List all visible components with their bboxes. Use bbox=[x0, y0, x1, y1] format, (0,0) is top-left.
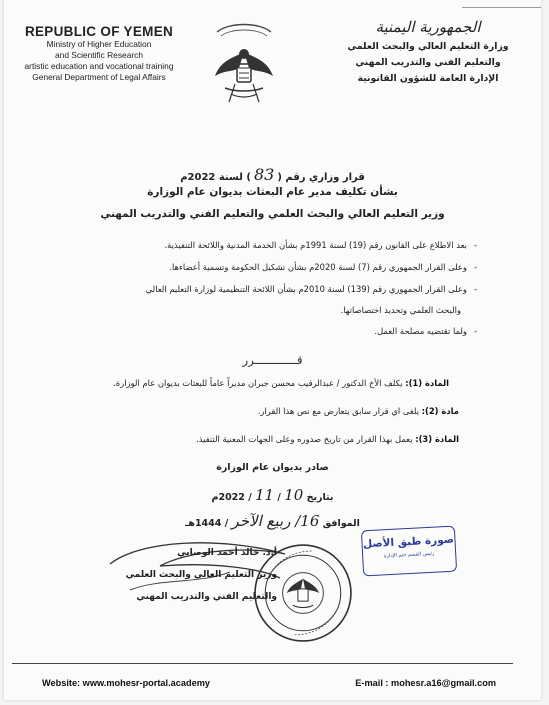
preamble-clause: -وعلى القرار الجمهوري رقم (7) لسنة 2020م بشأن تشكيل الحكومة وتسمية أعضاءها. bbox=[169, 262, 477, 272]
decree-number-handwritten: 83 bbox=[254, 165, 275, 184]
arabic-header bbox=[333, 18, 523, 87]
country-name-ar: الجمهورية اليمنية bbox=[375, 18, 481, 36]
issuance-hijri-date: الموافق 16/ ربيع الآخر / 1444هـ bbox=[185, 512, 360, 530]
signatory-name: أ.د. خالد أحمد الوصابي bbox=[177, 548, 277, 558]
signatory-title: والتعليم الفني والتدريب المهني bbox=[136, 592, 277, 602]
ministry-line: Ministry of Higher Education bbox=[46, 39, 152, 49]
footer-rule bbox=[12, 663, 513, 664]
preamble-clause: -وعلى القرار الجمهوري رقم (139) لسنة 2010م بشأن اللائحة التنظيمية لوزارة التعليم العالي bbox=[145, 284, 477, 294]
decree-document bbox=[4, 0, 541, 700]
yemen-eagle-emblem-icon bbox=[209, 18, 279, 116]
department-line: General Department of Legal Affairs bbox=[32, 72, 166, 82]
issuance-date: بتاريخ 10 / 11 / 2022م bbox=[211, 486, 334, 504]
english-header bbox=[10, 24, 188, 83]
article-1: المادة (1): يكلف الأخ الدكتور / عبدالرقيب محسن جبران مديراً عاماً للبعثات بديوان عام الوزارة. bbox=[113, 378, 449, 388]
article-2: مادة (2): يلغى اي قرار سابق يتعارض مع نص هذا القرار. bbox=[257, 406, 459, 416]
preamble-clause-continued: والبحث العلمي وتحديد اختصاصاتها. bbox=[340, 305, 461, 315]
ministry-line: artistic education and vocational training bbox=[24, 61, 174, 71]
ministry-line: and Scientific Research bbox=[55, 50, 143, 60]
ministry-seal-icon bbox=[252, 542, 354, 644]
decree-number: قرار وزاري رقم (83) لسنة 2022م bbox=[180, 165, 365, 184]
decree-heading: قــــــــــــرر bbox=[242, 353, 303, 367]
footer-website: Website: www.mohesr-portal.academy bbox=[42, 678, 210, 688]
signatory-title: وزير التعليم العالي والبحث العلمي bbox=[125, 570, 277, 580]
decree-issuer: وزير التعليم العالي والبحث العلمي والتعليم الفني والتدريب المهني bbox=[100, 208, 445, 220]
article-3: المادة (3): يعمل بهذا القرار من تاريخ صدوره وعلى الجهات المعنية التنفيذ. bbox=[196, 434, 459, 444]
preamble-clause: -بعد الاطلاع على القانون رقم (19) لسنة 1991م بشأن الخدمة المدنية واللائحة التنفيذية. bbox=[164, 240, 477, 250]
department-line-ar: الإدارة العامة للشؤون القانونية bbox=[357, 73, 499, 84]
footer-email: E-mail : mohesr.a16@gmail.com bbox=[355, 678, 496, 688]
country-name-en: REPUBLIC OF YEMEN bbox=[24, 24, 174, 39]
preamble-clause: -ولما تقتضيه مصلحة العمل. bbox=[374, 326, 477, 336]
issuance-place: صادر بديوان عام الوزارة bbox=[216, 462, 329, 473]
certified-copy-stamp: صورة طبق الأصل رئيس القسم ختم الإدارة bbox=[361, 526, 457, 577]
ministry-line-ar: وزارة التعليم العالي والبحث العلمي bbox=[347, 41, 509, 52]
top-rule bbox=[462, 7, 541, 8]
ministry-line-ar: والتعليم الفني والتدريب المهني bbox=[355, 57, 501, 68]
decree-subject: بشأن تكليف مدير عام البعثات بديوان عام الوزارة bbox=[147, 186, 398, 198]
